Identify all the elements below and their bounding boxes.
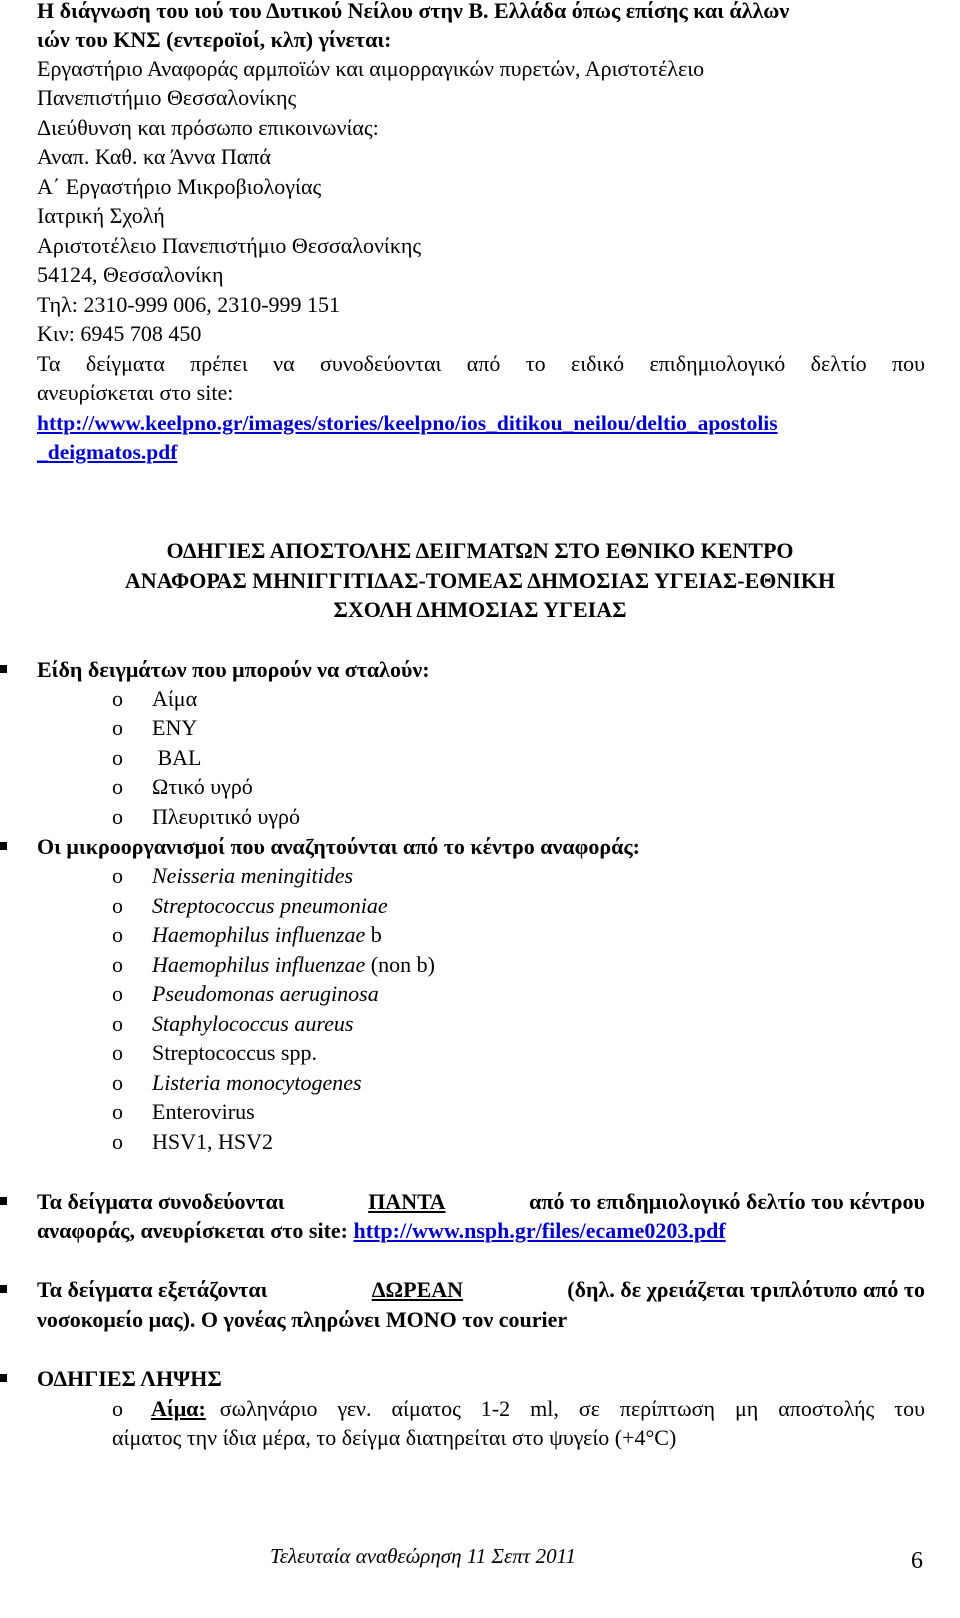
bullet-marker [0, 1197, 7, 1205]
free-word: ΔΩΡΕΑΝ [371, 1277, 464, 1302]
intro-heading-line-1: Η διάγνωση του ιού του Δυτικού Νείλου στην Β. Ελλάδα όπως επίσης και άλλων [37, 0, 790, 23]
contact-phone: Τηλ: 2310-999 006, 2310-999 151 [37, 292, 341, 317]
revision-date: Τελευταία αναθεώρηση 11 Σεπτ 2011 [270, 1544, 577, 1568]
accompany-site-text: αναφοράς, ανευρίσκεται στο site: [37, 1218, 348, 1243]
organism-italic: Pseudomonas aeruginosa [152, 981, 379, 1006]
sample-type-item: ENY [152, 715, 198, 740]
keelpno-link-line-1[interactable]: http://www.keelpno.gr/images/stories/keelpno/ios_ditikou_neilou/deltio_apostolis [37, 411, 778, 435]
list-marker: o [112, 863, 123, 888]
lab-name-line-1: Εργαστήριο Αναφοράς αρμποϊών και αιμορραγικών πυρετών, Αριστοτέλειο [37, 56, 705, 81]
intro-heading-line-2: ιών του ΚΝΣ (εντεροϊοί, κλπ) γίνεται: [37, 27, 392, 52]
organism-item [152, 1097, 255, 1127]
samples-note-line-2: ανευρίσκεται στο site: [37, 380, 234, 405]
organism-italic: Neisseria meningitides [152, 863, 354, 888]
blood-line-2: αίματος την ίδια μέρα, το δείγμα διατηρείται στο ψυγείο (+4°C) [112, 1425, 677, 1450]
lab-name-line-2: Πανεπιστήμιο Θεσσαλονίκης [37, 85, 297, 110]
organism-item [152, 1068, 362, 1098]
nsph-link[interactable]: http://www.nsph.gr/files/ecame0203.pdf [353, 1218, 726, 1243]
blood-line-1 [112, 1394, 925, 1424]
organism-item [152, 920, 382, 950]
organism-item [152, 1038, 317, 1068]
blood-text-1: σωληνάριο γεν. αίματος 1-2 ml, σε περίπτωση μη αποστολής του [219, 1396, 925, 1421]
list-marker: o [112, 1011, 123, 1036]
section-title-line-2: ΑΝΑΦΟΡΑΣ ΜΗΝΙΓΓΙΤΙΔΑΣ-ΤΟΜΕΑΣ ΔΗΜΟΣΙΑΣ ΥΓΕΙΑΣ-ΕΘΝΙΚΗ [124, 568, 836, 593]
list-marker: o [112, 952, 123, 977]
accompany-text-c: από το επιδημιολογικό δελτίο του κέντρου [529, 1189, 925, 1214]
organism-italic: Haemophilus influenzae [152, 922, 366, 947]
organism-item [152, 861, 353, 891]
organism-italic: Listeria monocytogenes [152, 1070, 362, 1095]
keelpno-link-line-2[interactable]: _deigmatos.pdf [37, 440, 178, 464]
list-marker: o [112, 1070, 123, 1095]
contact-department: Α΄ Εργαστήριο Μικροβιολογίας [37, 174, 322, 199]
contact-label: Διεύθυνση και πρόσωπο επικοινωνίας: [37, 115, 379, 140]
organism-italic: Haemophilus influenzae [152, 952, 366, 977]
organism-item [152, 979, 379, 1009]
free-line-1 [37, 1275, 925, 1305]
organism-suffix: HSV1, HSV2 [152, 1129, 274, 1154]
list-marker: o [112, 715, 123, 740]
bullet-marker [0, 1374, 7, 1382]
list-marker: o [112, 1099, 123, 1124]
organism-item [152, 1127, 273, 1157]
sample-type-item: Πλευριτικό υγρό [152, 804, 301, 829]
section-title-line-3: ΣΧΟΛΗ ΔΗΜΟΣΙΑΣ ΥΓΕΙΑΣ [333, 597, 627, 622]
organism-item [152, 1009, 353, 1039]
accompany-line-2 [37, 1216, 726, 1246]
list-marker: o [112, 1040, 123, 1065]
organism-italic: Streptococcus pneumoniae [152, 893, 388, 918]
contact-university: Αριστοτέλειο Πανεπιστήμιο Θεσσαλονίκης [37, 233, 422, 258]
free-text-a: Τα δείγματα εξετάζονται [37, 1277, 268, 1302]
accompany-always: ΠΑΝΤΑ [368, 1189, 446, 1214]
contact-city: 54124, Θεσσαλονίκη [37, 262, 224, 287]
list-marker: o [112, 745, 123, 770]
contact-person: Αναπ. Καθ. κα Άννα Παπά [37, 144, 271, 169]
sample-types-heading: Είδη δειγμάτων που μπορούν να σταλούν: [37, 657, 430, 682]
free-text-c: (δηλ. δε χρειάζεται τριπλότυπο από το [567, 1277, 925, 1302]
list-marker: o [112, 981, 123, 1006]
accompany-line-1 [37, 1187, 925, 1217]
list-marker: o [112, 804, 123, 829]
organism-italic: Staphylococcus aureus [152, 1011, 354, 1036]
free-line-2: νοσοκομείο μας). Ο γονέας πληρώνει ΜΟΝΟ τον courier [37, 1307, 568, 1332]
contact-school: Ιατρική Σχολή [37, 203, 165, 228]
bullet-marker [0, 665, 7, 673]
organism-suffix: Streptococcus spp. [152, 1040, 317, 1065]
sample-type-item: Αίμα [152, 686, 198, 711]
page-number: 6 [911, 1548, 923, 1574]
organism-item [152, 950, 435, 980]
organism-suffix: b [365, 922, 382, 947]
list-marker: o [112, 1396, 123, 1421]
list-marker: o [112, 922, 123, 947]
accompany-text-a: Τα δείγματα συνοδεύονται [37, 1189, 285, 1214]
list-marker: o [112, 1129, 123, 1154]
section-title-line-1: ΟΔΗΓΙΕΣ ΑΠΟΣΤΟΛΗΣ ΔΕΙΓΜΑΤΩΝ ΣΤΟ ΕΘΝΙΚΟ ΚΕΝΤΡΟ [166, 538, 794, 563]
sample-type-item: BAL [152, 745, 202, 770]
organisms-heading: Οι μικροοργανισμοί που αναζητούνται από το κέντρο αναφοράς: [37, 834, 641, 859]
bullet-marker [0, 842, 7, 850]
samples-note-line-1: Τα δείγματα πρέπει να συνοδεύονται από το ειδικό επιδημιολογικό δελτίο που [37, 351, 925, 376]
sample-type-item: Ωτικό υγρό [152, 774, 253, 799]
collection-heading: ΟΔΗΓΙΕΣ ΛΗΨΗΣ [37, 1366, 222, 1391]
contact-mobile: Κιν: 6945 708 450 [37, 321, 202, 346]
list-marker: o [112, 774, 123, 799]
organism-item [152, 891, 388, 921]
list-marker: o [112, 893, 123, 918]
organism-suffix: Enterovirus [152, 1099, 255, 1124]
list-marker: o [112, 686, 123, 711]
bullet-marker [0, 1285, 7, 1293]
organism-suffix: (non b) [365, 952, 435, 977]
blood-label: Αίμα: [151, 1396, 206, 1421]
